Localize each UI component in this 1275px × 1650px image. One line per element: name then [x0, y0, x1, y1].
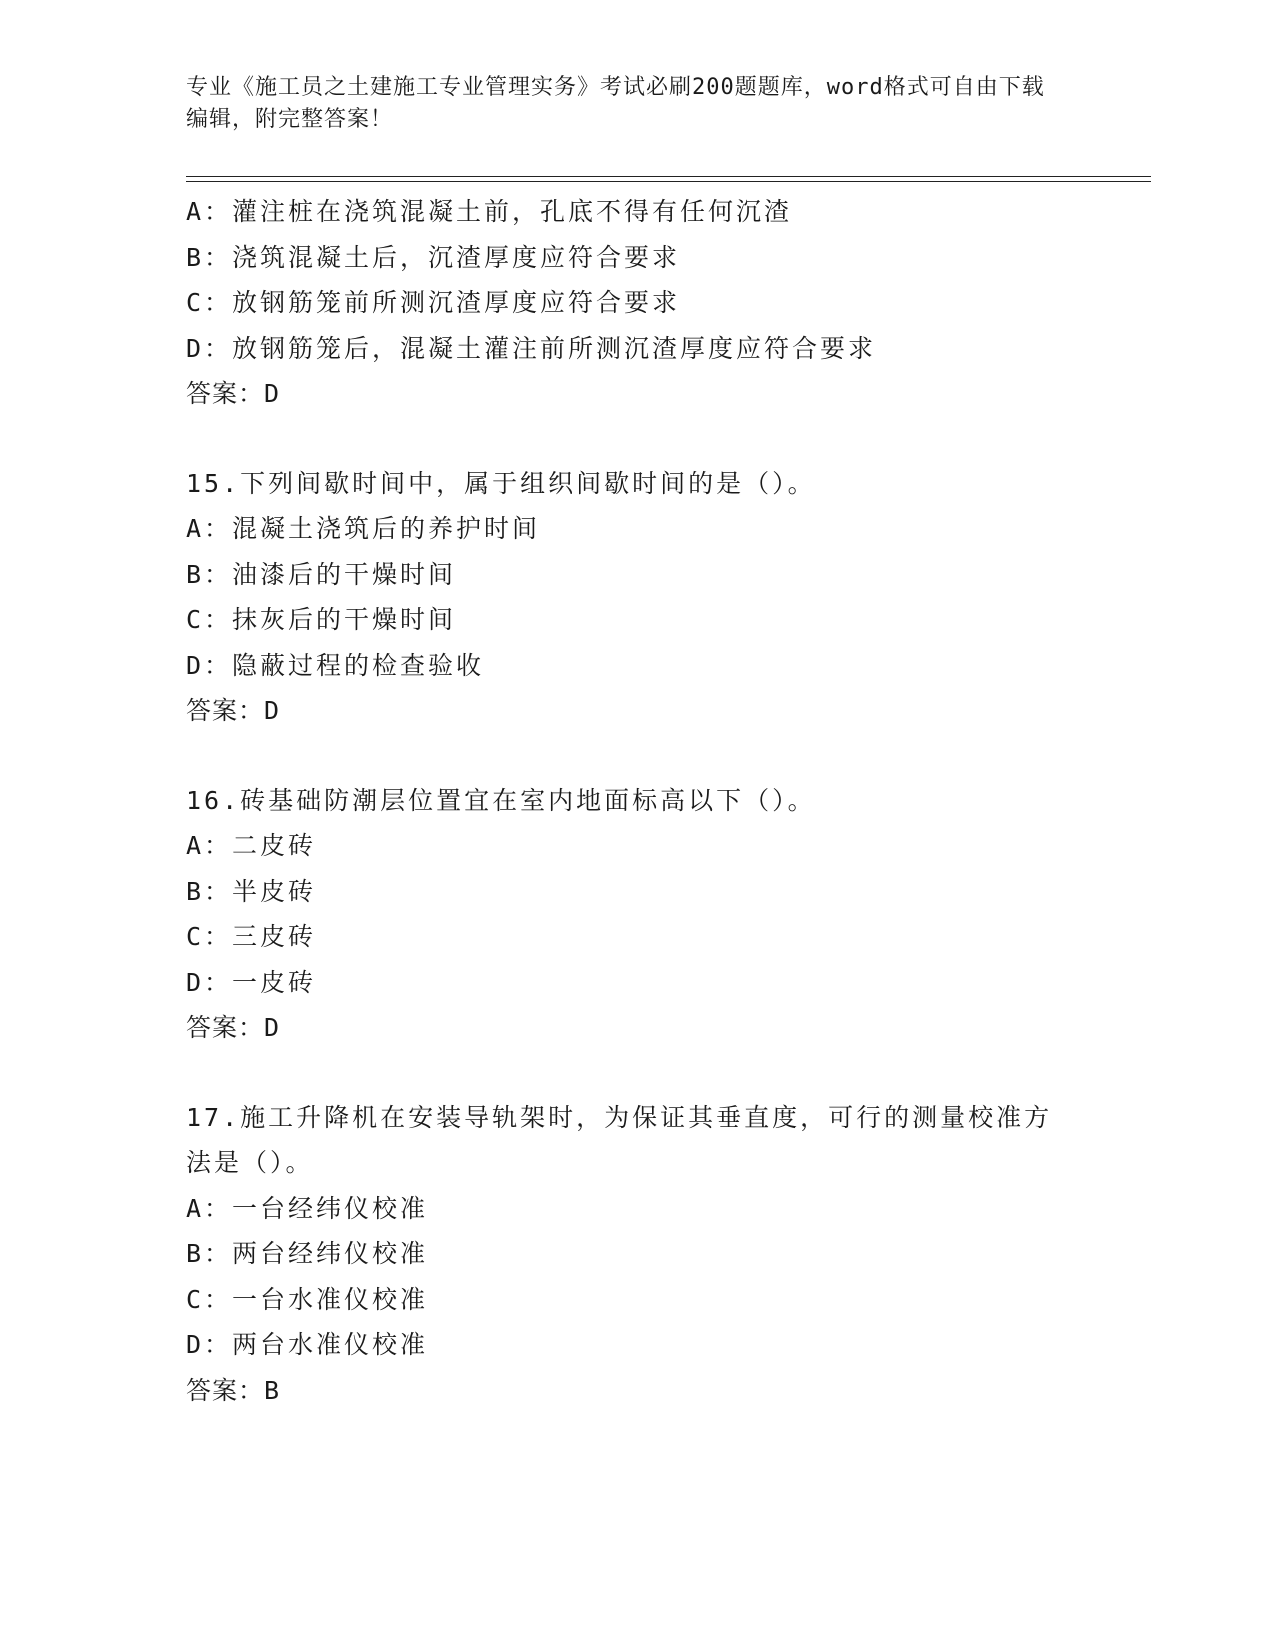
answer-line: 答案：D [186, 696, 281, 725]
document-header: 专业《施工员之土建施工专业管理实务》考试必刷200题题库，word格式可自由下载编辑，附完整答案！ [186, 75, 1045, 132]
answer-line: 答案：D [186, 1013, 281, 1042]
spacer [186, 1051, 1106, 1095]
option-a: A：混凝土浇筑后的养护时间 [186, 514, 541, 543]
option-b: B：油漆后的干燥时间 [186, 559, 457, 589]
question-block-14 [186, 189, 1106, 417]
spacer [186, 734, 1106, 778]
answer-line: 答案：D [186, 379, 281, 408]
question-text: 15.下列间歇时间中，属于组织间歇时间的是（）。 [186, 468, 816, 498]
option-b: B：浇筑混凝土后，沉渣厚度应符合要求 [186, 242, 681, 272]
spacer [186, 417, 1106, 461]
option-d: D：放钢筋笼后，混凝土灌注前所测沉渣厚度应符合要求 [186, 333, 877, 363]
option-c: C：一台水准仪校准 [186, 1284, 429, 1314]
option-d: D：隐蔽过程的检查验收 [186, 650, 485, 680]
option-c: C：放钢筋笼前所测沉渣厚度应符合要求 [186, 288, 681, 317]
question-block-17 [186, 1095, 1106, 1414]
header-divider-top [186, 176, 1151, 177]
option-d: D：一皮砖 [186, 967, 317, 997]
option-c: C：三皮砖 [186, 922, 317, 951]
option-d: D：两台水准仪校准 [186, 1330, 429, 1359]
question-text: 16.砖基础防潮层位置宜在室内地面标高以下（）。 [186, 785, 816, 815]
question-block-15 [186, 461, 1106, 734]
question-text: 17.施工升降机在安装导轨架时，为保证其垂直度，可行的测量校准方法是（）。 [186, 1102, 1053, 1177]
option-c: C：抹灰后的干燥时间 [186, 605, 457, 634]
option-a: A：一台经纬仪校准 [186, 1193, 429, 1223]
question-block-16 [186, 778, 1106, 1051]
option-a: A：二皮砖 [186, 831, 317, 860]
header-divider-bottom [186, 181, 1151, 182]
question-list [186, 189, 1106, 1413]
answer-line: 答案：B [186, 1375, 281, 1405]
option-a: A：灌注桩在浇筑混凝土前，孔底不得有任何沉渣 [186, 197, 793, 226]
option-b: B：半皮砖 [186, 876, 317, 906]
option-b: B：两台经纬仪校准 [186, 1239, 429, 1268]
